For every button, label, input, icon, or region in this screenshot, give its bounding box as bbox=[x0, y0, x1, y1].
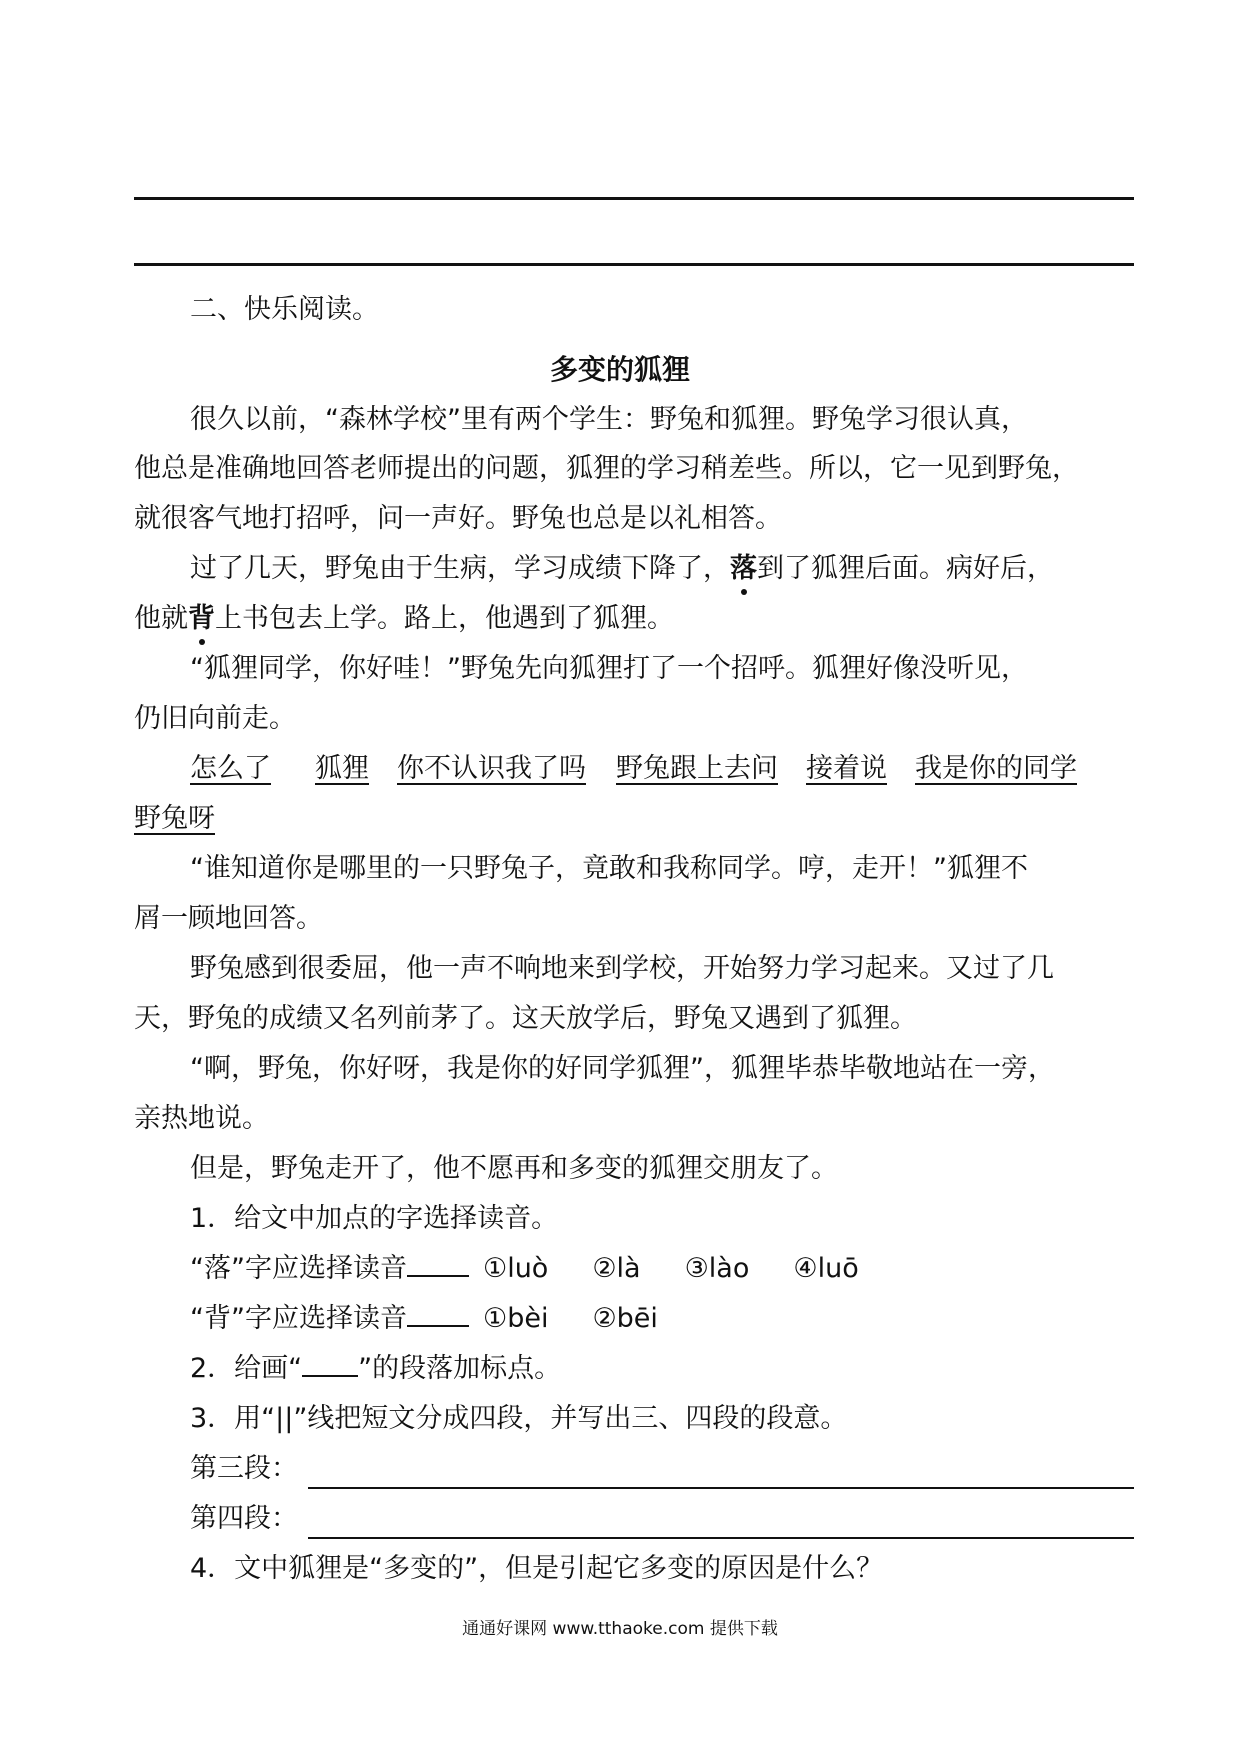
q1a-option-4: ④luō bbox=[793, 1253, 859, 1284]
q3a-label: 第三段： bbox=[190, 1453, 298, 1484]
answer-rule-1 bbox=[134, 197, 1134, 200]
story-p4-line1 bbox=[190, 751, 1134, 787]
story-p2-text-c: 他就 bbox=[134, 603, 188, 634]
q3a-answer-line[interactable] bbox=[308, 1487, 1134, 1489]
section-heading: 二、快乐阅读。 bbox=[190, 294, 379, 325]
story-p8: 但是，野兔走开了，他不愿再和多变的狐狸交朋友了。 bbox=[190, 1153, 838, 1184]
dotted-char-luo: 落 bbox=[730, 551, 757, 587]
story-p2-text-a: 过了几天，野兔由于生病，学习成绩下降了， bbox=[190, 553, 730, 584]
p4-seg-6: 我是你的同学 bbox=[915, 753, 1077, 784]
story-p2-line2 bbox=[134, 601, 1134, 637]
story-p6-line1: 野兔感到很委屈，他一声不响地来到学校，开始努力学习起来。又过了几 bbox=[190, 953, 1054, 984]
question-1b bbox=[190, 1301, 1134, 1337]
q1b-answer-blank[interactable] bbox=[407, 1301, 469, 1327]
q1b-label: “背”字应选择读音 bbox=[190, 1303, 407, 1334]
story-p5-line1: “谁知道你是哪里的一只野兔子，竟敢和我称同学。哼，走开！”狐狸不 bbox=[190, 853, 1028, 884]
q2-text-b: ”的段落加标点。 bbox=[358, 1353, 562, 1384]
page-footer: 通通好课网 www.tthaoke.com 提供下载 bbox=[462, 1619, 778, 1639]
answer-rule-2 bbox=[134, 263, 1134, 266]
p4-seg-3: 你不认识我了吗 bbox=[397, 753, 586, 784]
q1b-option-1: ①bèi bbox=[482, 1303, 549, 1334]
q3b-answer-line[interactable] bbox=[308, 1537, 1134, 1539]
q2-text-a: 2．给画“ bbox=[190, 1353, 303, 1384]
story-p6-line2: 天，野兔的成绩又名列前茅了。这天放学后，野兔又遇到了狐狸。 bbox=[134, 1003, 917, 1034]
story-p2-line1 bbox=[190, 551, 1134, 587]
story-p7-line1: “啊，野兔，你好呀，我是你的好同学狐狸”，狐狸毕恭毕敬地站在一旁， bbox=[190, 1053, 1055, 1084]
story-p1-line2: 他总是准确地回答老师提出的问题，狐狸的学习稍差些。所以，它一见到野兔， bbox=[134, 453, 1079, 484]
story-p5-line2: 屑一顾地回答。 bbox=[134, 903, 323, 934]
q1a-option-1: ①luò bbox=[482, 1253, 549, 1284]
story-p4-line2 bbox=[134, 801, 1134, 837]
q1a-option-2: ②là bbox=[592, 1253, 641, 1284]
q1a-answer-blank[interactable] bbox=[407, 1251, 469, 1277]
question-2 bbox=[190, 1351, 1134, 1387]
question-1: 1．给文中加点的字选择读音。 bbox=[190, 1203, 559, 1234]
p4-seg-5: 接着说 bbox=[806, 753, 887, 784]
q1a-option-3: ③lào bbox=[684, 1253, 750, 1284]
story-p1-line3: 就很客气地打招呼，问一声好。野兔也总是以礼相答。 bbox=[134, 503, 782, 534]
question-4: 4．文中狐狸是“多变的”，但是引起它多变的原因是什么？ bbox=[190, 1553, 884, 1584]
question-3: 3．用“||”线把短文分成四段，并写出三、四段的段意。 bbox=[190, 1403, 848, 1434]
q3b-label: 第四段： bbox=[190, 1503, 298, 1534]
p4-seg-1: 怎么了 bbox=[190, 753, 271, 784]
q2-underline-sample bbox=[302, 1351, 358, 1377]
p4-seg-4: 野兔跟上去问 bbox=[616, 753, 778, 784]
dotted-char-bei: 背 bbox=[188, 601, 215, 637]
story-title: 多变的狐狸 bbox=[549, 353, 690, 386]
q1a-label: “落”字应选择读音 bbox=[190, 1253, 407, 1284]
story-p3-line2: 仍旧向前走。 bbox=[134, 703, 296, 734]
story-p7-line2: 亲热地说。 bbox=[134, 1103, 269, 1134]
story-p1-line1: 很久以前，“森林学校”里有两个学生：野兔和狐狸。野兔学习很认真， bbox=[190, 404, 1028, 435]
q1b-option-2: ②bēi bbox=[592, 1303, 658, 1334]
p4-seg-7: 野兔呀 bbox=[134, 803, 215, 834]
story-p3-line1: “狐狸同学，你好哇！”野兔先向狐狸打了一个招呼。狐狸好像没听见， bbox=[190, 653, 1028, 684]
p4-seg-2: 狐狸 bbox=[315, 753, 369, 784]
story-p2-text-b: 到了狐狸后面。病好后， bbox=[757, 553, 1054, 584]
question-1a bbox=[190, 1251, 1134, 1287]
story-p2-text-d: 上书包去上学。路上，他遇到了狐狸。 bbox=[215, 603, 674, 634]
